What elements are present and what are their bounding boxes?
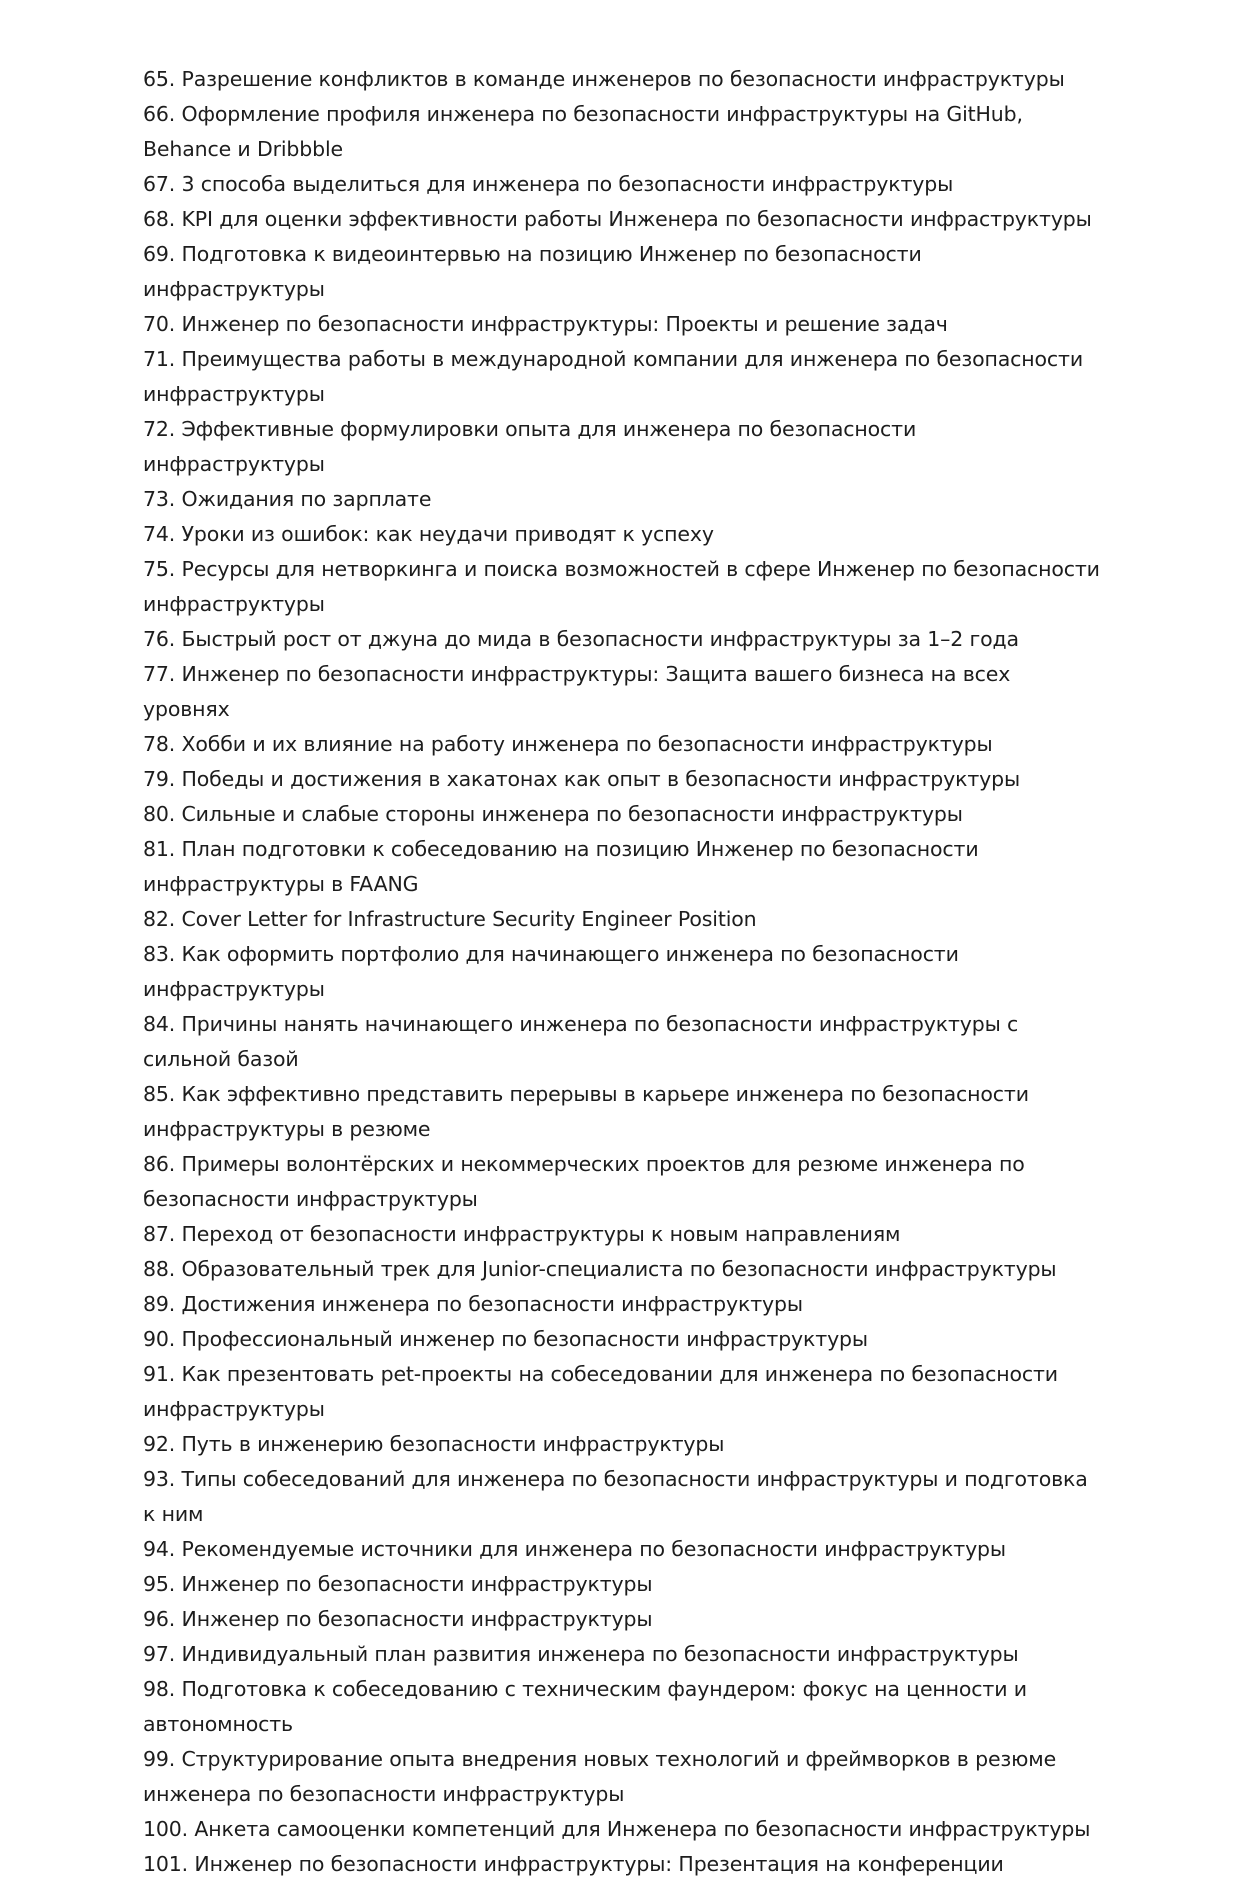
document-page — [143, 62, 1103, 1882]
list-item: 99. Структурирование опыта внедрения новых технологий и фреймворков в резюме инженера по безопасности инфраструктуры — [143, 1747, 1057, 1806]
list-item: 100. Анкета самооценки компетенций для Инженера по безопасности инфраструктуры — [143, 1817, 1091, 1841]
list-item: 88. Образовательный трек для Junior-специалиста по безопасности инфраструктуры — [143, 1257, 1057, 1281]
list-item: 77. Инженер по безопасности инфраструктуры: Защита вашего бизнеса на всех уровнях — [143, 662, 1011, 721]
list-item: 71. Преимущества работы в международной компании для инженера по безопасности инфраструктуры — [143, 347, 1083, 406]
list-item: 76. Быстрый рост от джуна до мида в безопасности инфраструктуры за 1–2 года — [143, 627, 1019, 651]
list-item: 67. 3 способа выделиться для инженера по безопасности инфраструктуры — [143, 172, 954, 196]
list-item: 85. Как эффективно представить перерывы в карьере инженера по безопасности инфраструктуры в резюме — [143, 1082, 1029, 1141]
list-item: 65. Разрешение конфликтов в команде инженеров по безопасности инфраструктуры — [143, 67, 1065, 91]
list-item: 75. Ресурсы для нетворкинга и поиска возможностей в сфере Инженер по безопасности инфраструктуры — [143, 557, 1100, 616]
list-item: 98. Подготовка к собеседованию с техническим фаундером: фокус на ценности и автономность — [143, 1677, 1027, 1736]
list-item: 79. Победы и достижения в хакатонах как опыт в безопасности инфраструктуры — [143, 767, 1020, 791]
list-item: 69. Подготовка к видеоинтервью на позицию Инженер по безопасности инфраструктуры — [143, 242, 922, 301]
list-item: 78. Хобби и их влияние на работу инженера по безопасности инфраструктуры — [143, 732, 993, 756]
list-item: 95. Инженер по безопасности инфраструктуры — [143, 1572, 653, 1596]
list-item: 84. Причины нанять начинающего инженера по безопасности инфраструктуры с сильной базой — [143, 1012, 1019, 1071]
list-item: 94. Рекомендуемые источники для инженера по безопасности инфраструктуры — [143, 1537, 1006, 1561]
list-item: 96. Инженер по безопасности инфраструктуры — [143, 1607, 653, 1631]
list-item: 82. Cover Letter for Infrastructure Security Engineer Position — [143, 907, 757, 931]
list-item: 68. KPI для оценки эффективности работы Инженера по безопасности инфраструктуры — [143, 207, 1092, 231]
list-item: 101. Инженер по безопасности инфраструктуры: Презентация на конференции — [143, 1852, 1004, 1876]
list-item: 91. Как презентовать pet-проекты на собеседовании для инженера по безопасности инфраструктуры — [143, 1362, 1058, 1421]
list-item: 93. Типы собеседований для инженера по безопасности инфраструктуры и подготовка к ним — [143, 1467, 1088, 1526]
list-item: 97. Индивидуальный план развития инженера по безопасности инфраструктуры — [143, 1642, 1019, 1666]
list-item: 90. Профессиональный инженер по безопасности инфраструктуры — [143, 1327, 868, 1351]
list-item: 83. Как оформить портфолио для начинающего инженера по безопасности инфраструктуры — [143, 942, 959, 1001]
list-item: 73. Ожидания по зарплате — [143, 487, 432, 511]
list-item: 72. Эффективные формулировки опыта для инженера по безопасности инфраструктуры — [143, 417, 917, 476]
list-item: 70. Инженер по безопасности инфраструктуры: Проекты и решение задач — [143, 312, 948, 336]
list-item: 80. Сильные и слабые стороны инженера по безопасности инфраструктуры — [143, 802, 963, 826]
list-item: 81. План подготовки к собеседованию на позицию Инженер по безопасности инфраструктуры в FAANG — [143, 837, 979, 896]
list-item: 92. Путь в инженерию безопасности инфраструктуры — [143, 1432, 725, 1456]
list-item: 74. Уроки из ошибок: как неудачи приводят к успеху — [143, 522, 714, 546]
list-item: 87. Переход от безопасности инфраструктуры к новым направлениям — [143, 1222, 901, 1246]
table-of-contents-list — [143, 62, 1103, 1882]
list-item: 89. Достижения инженера по безопасности инфраструктуры — [143, 1292, 803, 1316]
list-item: 86. Примеры волонтёрских и некоммерческих проектов для резюме инженера по безопасности инфраструктуры — [143, 1152, 1025, 1211]
list-item: 66. Оформление профиля инженера по безопасности инфраструктуры на GitHub, Behance и Dribbble — [143, 102, 1023, 161]
